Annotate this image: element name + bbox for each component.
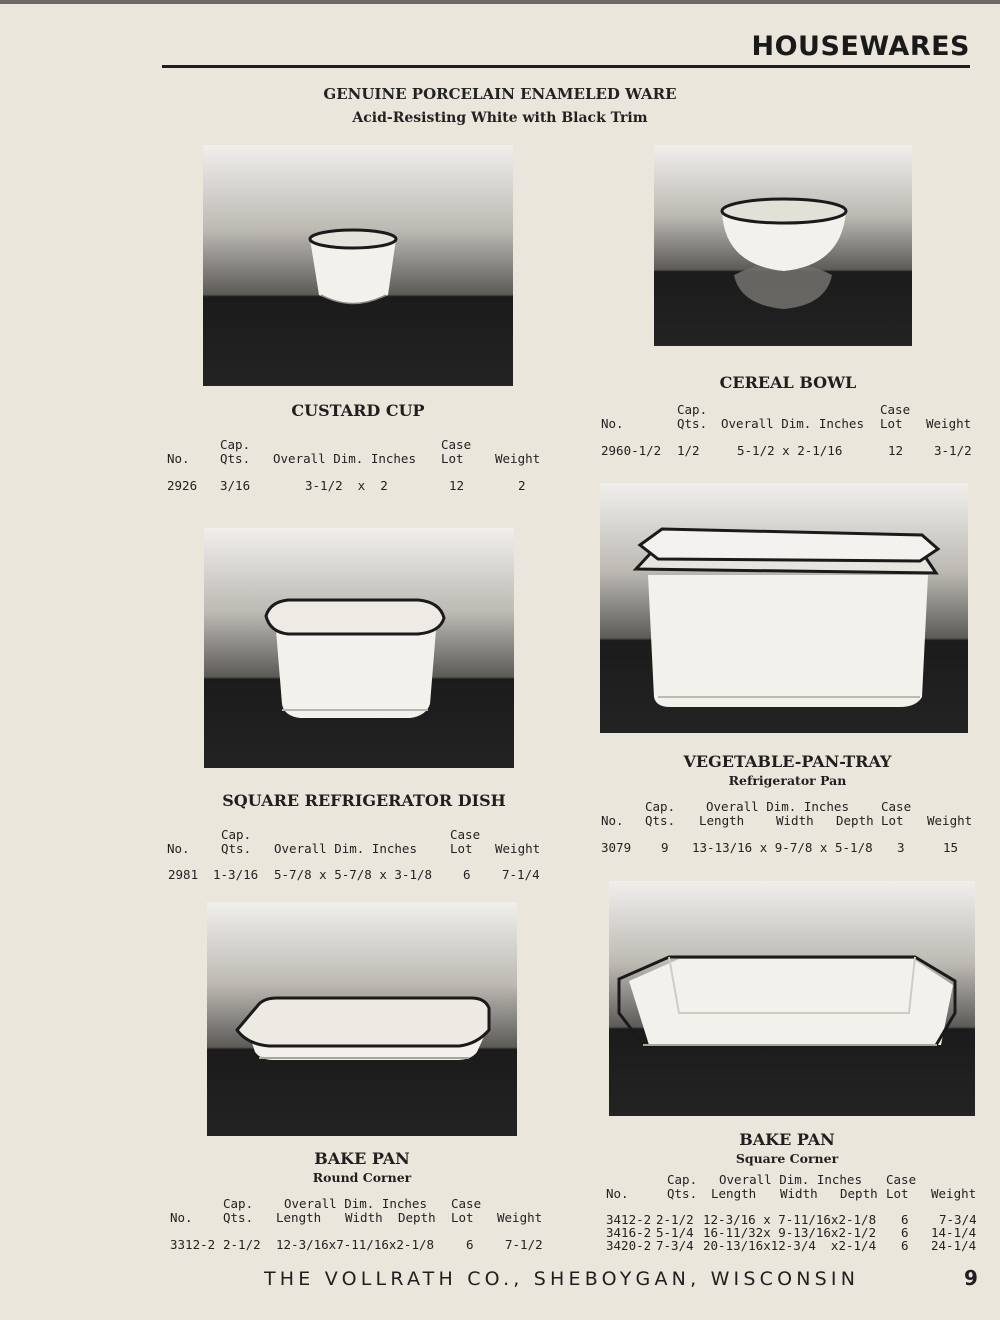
vegetable-pan-tray-subtitle: Refrigerator Pan [728, 773, 847, 788]
bake-pan-round-header-cap: Cap. [223, 1196, 254, 1211]
square-refrigerator-dish-title: SQUARE REFRIGERATOR DISH [222, 791, 506, 810]
bake-pan-round-header-width: Width [345, 1210, 383, 1225]
square-refrigerator-dish-illustration [204, 528, 514, 768]
square-refrigerator-dish-header-no: No. [167, 841, 190, 856]
cereal-bowl-weight: 3-1/2 [934, 443, 972, 458]
bake-pan-square-row-2-qts: 5-1/4 [656, 1225, 694, 1240]
square-refrigerator-dish-header-weight: Weight [495, 841, 541, 856]
square-refrigerator-dish-lot: 6 [463, 867, 471, 882]
vegetable-pan-tray-header-no: No. [601, 813, 624, 828]
bake-pan-square-row-3-weight: 24-1/4 [931, 1238, 977, 1253]
custard-cup-header-weight: Weight [495, 451, 541, 466]
vegetable-pan-tray-title: VEGETABLE-PAN-TRAY [683, 752, 892, 771]
bake-pan-round-illustration [207, 902, 517, 1136]
cereal-bowl-header-weight: Weight [926, 416, 972, 431]
custard-cup-qts: 3/16 [220, 478, 251, 493]
vegetable-pan-tray-header-qts: Qts. [645, 813, 676, 828]
vegetable-pan-tray-header-lot: Lot [881, 813, 904, 828]
square-refrigerator-dish-photo [204, 528, 514, 768]
bake-pan-round-title: BAKE PAN [314, 1149, 410, 1168]
square-refrigerator-dish-header-case: Case [450, 827, 481, 842]
page-header-title: HOUSEWARES [751, 31, 970, 62]
custard-cup-dim: 3-1/2 x 2 [305, 478, 388, 493]
bake-pan-round-header-dim: Overall Dim. Inches [284, 1196, 427, 1211]
bake-pan-round-header-qts: Qts. [223, 1210, 254, 1225]
vegetable-pan-tray-header-length: Length [699, 813, 745, 828]
cereal-bowl-header-cap: Cap. [677, 402, 708, 417]
cereal-bowl-header-no: No. [601, 416, 624, 431]
custard-cup-header-lot: Lot [441, 451, 464, 466]
custard-cup-photo [203, 145, 513, 386]
cereal-bowl-dim: 5-1/2 x 2-1/16 [737, 443, 843, 458]
vegetable-pan-tray-header-width: Width [776, 813, 814, 828]
bake-pan-round-header-case: Case [451, 1196, 482, 1211]
square-refrigerator-dish-header-cap: Cap. [221, 827, 252, 842]
custard-cup-title: CUSTARD CUP [291, 401, 425, 420]
bake-pan-round-lot: 6 [466, 1237, 474, 1252]
bake-pan-round-header-no: No. [170, 1210, 193, 1225]
section-subheading: Acid-Resisting White with Black Trim [352, 110, 648, 126]
bake-pan-square-row-3-qts: 7-3/4 [656, 1238, 694, 1253]
vegetable-pan-tray-header-case: Case [881, 799, 912, 814]
bake-pan-round-header-depth: Depth [398, 1210, 436, 1225]
vegetable-pan-tray-no: 3079 [601, 840, 632, 855]
header-rule [162, 65, 970, 68]
bake-pan-square-row-2-lot: 6 [901, 1225, 909, 1240]
bake-pan-square-title: BAKE PAN [739, 1130, 835, 1149]
vegetable-pan-tray-header-depth: Depth [836, 813, 874, 828]
bake-pan-square-row-1-weight: 7-3/4 [939, 1212, 977, 1227]
vegetable-pan-tray-weight: 15 [943, 840, 959, 855]
footer-company: THE VOLLRATH CO., SHEBOYGAN, WISCONSIN [264, 1268, 860, 1290]
bake-pan-round-header-length: Length [276, 1210, 322, 1225]
section-heading: GENUINE PORCELAIN ENAMELED WARE [323, 85, 677, 103]
bake-pan-square-header-case: Case [886, 1172, 917, 1187]
bake-pan-round-header-weight: Weight [497, 1210, 543, 1225]
custard-cup-header-case: Case [441, 437, 472, 452]
bake-pan-round-dim: 12-3/16x7-11/16x2-1/8 [276, 1237, 435, 1252]
bake-pan-square-header-width: Width [780, 1186, 818, 1201]
bake-pan-square-row-2-weight: 14-1/4 [931, 1225, 977, 1240]
vegetable-pan-tray-header-weight: Weight [927, 813, 973, 828]
vegetable-pan-tray-illustration [600, 483, 968, 733]
bake-pan-square-header-lot: Lot [886, 1186, 909, 1201]
bake-pan-square-header-cap: Cap. [667, 1172, 698, 1187]
vegetable-pan-tray-dim: 13-13/16 x 9-7/8 x 5-1/8 [692, 840, 873, 855]
cereal-bowl-header-dim: Overall Dim. Inches [721, 416, 864, 431]
custard-cup-lot: 12 [449, 478, 465, 493]
vegetable-pan-tray-qts: 9 [661, 840, 669, 855]
bake-pan-round-qts: 2-1/2 [223, 1237, 261, 1252]
bake-pan-square-subtitle: Square Corner [735, 1151, 839, 1166]
cereal-bowl-header-case: Case [880, 402, 911, 417]
bake-pan-square-row-2-no: 3416-2 [606, 1225, 652, 1240]
bake-pan-square-row-1-dim: 12-3/16 x 7-11/16x2-1/8 [703, 1212, 877, 1227]
custard-cup-illustration [203, 145, 513, 386]
bake-pan-round-photo [207, 902, 517, 1136]
cereal-bowl-no: 2960-1/2 [601, 443, 662, 458]
bake-pan-square-row-1-no: 3412-2 [606, 1212, 652, 1227]
square-refrigerator-dish-header-qts: Qts. [221, 841, 252, 856]
bake-pan-square-photo [609, 881, 975, 1116]
bake-pan-round-weight: 7-1/2 [505, 1237, 543, 1252]
bake-pan-square-header-no: No. [606, 1186, 629, 1201]
bake-pan-square-header-length: Length [711, 1186, 757, 1201]
page-top-edge [0, 0, 1000, 4]
bake-pan-square-illustration [609, 881, 975, 1116]
page-number: 9 [964, 1266, 978, 1290]
square-refrigerator-dish-dim: 5-7/8 x 5-7/8 x 3-1/8 [274, 867, 433, 882]
bake-pan-square-header-weight: Weight [931, 1186, 977, 1201]
custard-cup-header-cap: Cap. [220, 437, 251, 452]
bake-pan-square-row-3-no: 3420-2 [606, 1238, 652, 1253]
square-refrigerator-dish-header-lot: Lot [450, 841, 473, 856]
cereal-bowl-lot: 12 [888, 443, 904, 458]
vegetable-pan-tray-header-cap: Cap. [645, 799, 676, 814]
square-refrigerator-dish-no: 2981 [168, 867, 199, 882]
custard-cup-header-qts: Qts. [220, 451, 251, 466]
cereal-bowl-illustration [654, 145, 912, 346]
custard-cup-header-dim: Overall Dim. Inches [273, 451, 416, 466]
square-refrigerator-dish-header-dim: Overall Dim. Inches [274, 841, 417, 856]
vegetable-pan-tray-header-dim: Overall Dim. Inches [706, 799, 849, 814]
bake-pan-square-row-2-dim: 16-11/32x 9-13/16x2-1/2 [703, 1225, 877, 1240]
vegetable-pan-tray-lot: 3 [897, 840, 905, 855]
cereal-bowl-qts: 1/2 [677, 443, 700, 458]
square-refrigerator-dish-weight: 7-1/4 [502, 867, 540, 882]
bake-pan-square-header-dim: Overall Dim. Inches [719, 1172, 862, 1187]
bake-pan-square-header-depth: Depth [840, 1186, 878, 1201]
bake-pan-round-no: 3312-2 [170, 1237, 216, 1252]
bake-pan-square-row-3-dim: 20-13/16x12-3/4 x2-1/4 [703, 1238, 877, 1253]
bake-pan-square-row-3-lot: 6 [901, 1238, 909, 1253]
cereal-bowl-photo [654, 145, 912, 346]
custard-cup-header-no: No. [167, 451, 190, 466]
vegetable-pan-tray-photo [600, 483, 968, 733]
cereal-bowl-header-lot: Lot [880, 416, 903, 431]
cereal-bowl-header-qts: Qts. [677, 416, 708, 431]
bake-pan-round-header-lot: Lot [451, 1210, 474, 1225]
square-refrigerator-dish-qts: 1-3/16 [213, 867, 259, 882]
cereal-bowl-title: CEREAL BOWL [719, 373, 857, 392]
bake-pan-square-header-qts: Qts. [667, 1186, 698, 1201]
custard-cup-no: 2926 [167, 478, 198, 493]
bake-pan-square-row-1-qts: 2-1/2 [656, 1212, 694, 1227]
custard-cup-weight: 2 [518, 478, 526, 493]
bake-pan-round-subtitle: Round Corner [312, 1170, 412, 1185]
bake-pan-square-row-1-lot: 6 [901, 1212, 909, 1227]
